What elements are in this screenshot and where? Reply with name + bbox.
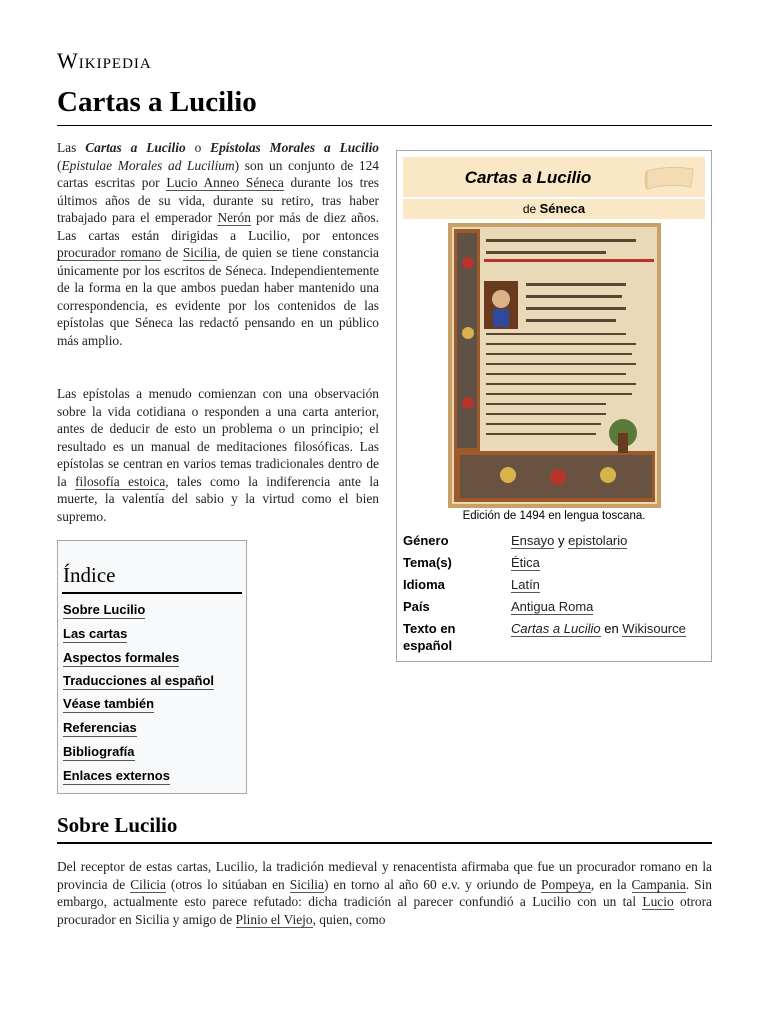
link-lucio[interactable]: Lucio [642,894,674,909]
link-neron[interactable]: Nerón [217,210,251,225]
image-caption: Edición de 1494 en lengua toscana. [462,510,646,522]
link-filosofia-estoica[interactable]: filosofía estoica [75,473,166,489]
link-antigua-roma[interactable]: Antigua Roma [511,599,594,614]
link-pompeya[interactable]: Pompeya [541,876,591,892]
author-link[interactable]: Séneca [539,201,586,216]
toc-item-las-cartas[interactable]: Las cartas [63,626,128,641]
bold-italic-alt-title: Epístolas Morales a Lucilio [210,140,379,155]
toc-item-aspectos-formales[interactable]: Aspectos formales [63,650,180,665]
link-seneca[interactable]: Lucio Anneo Séneca [166,175,284,190]
section1-paragraph: Del receptor de estas cartas, Lucilio, la tradición medieval y renacentista afirmaba que fue un procurador romano en la provincia de Cilicia (otros lo sitúaban en Sicilia) en torno al año 60 e.v. y oriundo de Pompeya, en la Campania. Sin embargo, actualmente esto parece refutado: dicha tradición al parecer confundió a Lucilio con un tal Lucio otrora procurador en Sicilia y amigo de Plinio el Viejo, quien, como [57,859,712,927]
wikipedia-wordmark[interactable]: Wikipedia [57,48,152,73]
section-divider [57,842,712,844]
toc-item-sobre-lucilio[interactable]: Sobre Lucilio [63,602,146,617]
lead-paragraph: Las Cartas a Lucilio o Epístolas Morales a Lucilio (Epistulae Morales ad Lucilium) son un conjunto de 124 cartas escritas por Lucio Anneo Séneca durante los tres últimos años de su vida, durante su retiro, tras haber trabajado para el emperador Nerón por más de diez años. Las cartas están dirigidas a Lucilio, por entonces procurador romano de Sicilia, de quien se tiene constancia únicamente por los escritos de Séneca. Independientemente de la forma en la que ambos puedan haber mantenido una correspondencia, es evidente por los contenidos de las epístolas que Séneca las redactó pensando en un público más amplio. [57,140,379,348]
manuscript-image[interactable] [448,223,661,508]
toc-title: Índice [63,563,116,587]
latin-title: Epistulae Morales ad Lucilium [61,157,235,173]
toc-item-referencias[interactable]: Referencias [63,720,137,735]
toc-item-vease-tambien[interactable]: Véase también [63,696,155,711]
link-procurador[interactable]: procurador romano [57,245,162,260]
link-sicilia-2[interactable]: Sicilia [289,876,324,892]
link-latin[interactable]: Latín [511,577,540,592]
link-cartas-wikisource[interactable]: Cartas a Lucilio [511,621,601,636]
link-sicilia[interactable]: Sicilia [182,245,218,260]
infobox: Cartas a Lucilio de Séneca Edición de 1494 en lengua toscana. Género Ensayo y epistolario Tema(s) Ética Idioma Latín País Antigua Roma Texto en español Cartas a Lucilio en Wikisource [396,150,712,662]
title-divider [57,125,712,126]
infobox-header [403,157,705,197]
link-plinio[interactable]: Plinio el Viejo [235,911,313,927]
infobox-author-row: de Séneca [403,199,705,219]
section-heading-sobre-lucilio: Sobre Lucilio [57,813,178,837]
link-cilicia[interactable]: Cilicia [130,876,166,892]
toc-divider [62,592,242,594]
link-campania[interactable]: Campania [631,876,686,892]
bold-italic-title: Cartas a Lucilio [85,140,186,155]
toc-item-bibliografia[interactable]: Bibliografía [63,744,135,759]
table-of-contents [57,540,247,794]
link-wikisource[interactable]: Wikisource [622,621,686,636]
toc-item-traducciones[interactable]: Traducciones al español [63,673,214,688]
second-paragraph: Las epístolas a menudo comienzan con una observación sobre la vida cotidiana o responden a una carta anterior, antes de deducir de esto un problema o un principio; el resultado es un manual de meditaciones filosóficas. Las epístolas se centran en varios temas tradicionales dentro de la filosofía estoica, tales como la indiferencia ante la muerte, la valentía del sabio y la virtud como el bien supremo. [57,386,379,524]
link-etica[interactable]: Ética [511,555,540,570]
link-epistolario[interactable]: epistolario [568,533,628,548]
page-title: Cartas a Lucilio [57,86,257,118]
infobox-title: Cartas a Lucilio [464,168,592,187]
toc-item-enlaces-externos[interactable]: Enlaces externos [63,768,170,783]
link-ensayo[interactable]: Ensayo [511,533,555,548]
scroll-icon [643,163,697,191]
